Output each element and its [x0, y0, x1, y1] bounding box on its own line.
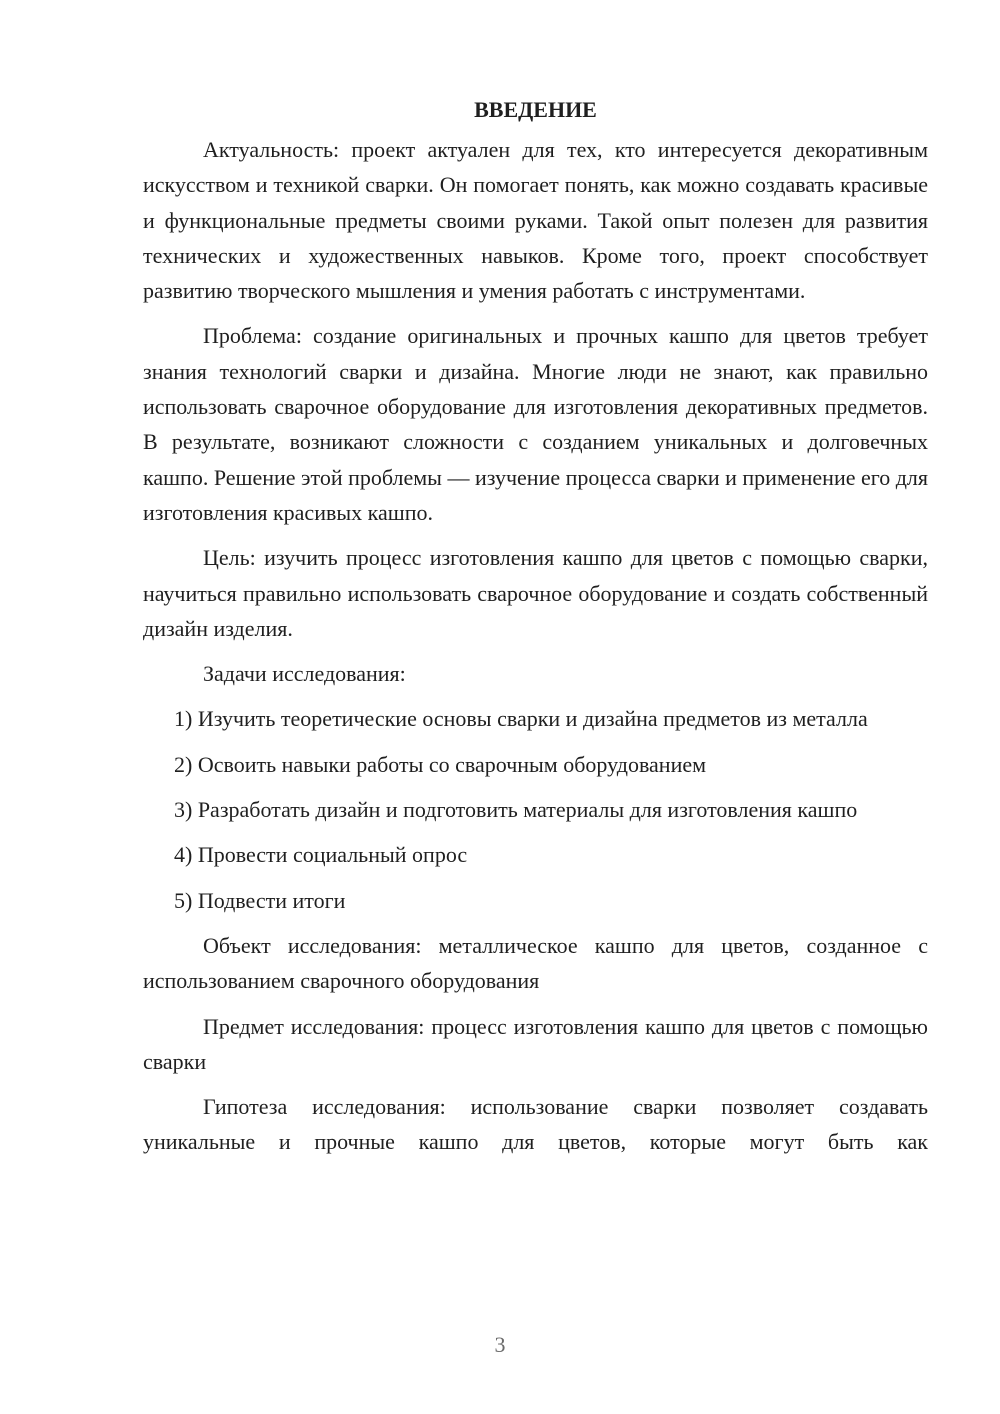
tasks-heading: Задачи исследования: — [203, 661, 406, 687]
paragraph-goal: Цель: изучить процесс изготовления кашпо для цветов с помощью сварки, научиться правильно использовать сварочное оборудование и создать собственный дизайн изделия. — [143, 545, 928, 641]
page-content — [143, 92, 928, 1160]
paragraph-problem: Проблема: создание оригинальных и прочных кашпо для цветов требует знания технологий сварки и дизайна. Многие люди не знают, как правильно использовать сварочное оборудование для изготовления декоративных предметов. В результате, возникают сложности с созданием уникальных и долговечных кашпо. Решение этой проблемы — изучение процесса сварки и применение его для изготовления красивых кашпо. — [143, 323, 929, 525]
paragraph-object: Объект исследования: металлическое кашпо для цветов, созданное с использованием сварочного оборудования — [143, 932, 928, 994]
list-item: 1) Изучить теоретические основы сварки и дизайна предметов из металла — [174, 706, 868, 732]
list-item: 5) Подвести итоги — [174, 887, 346, 913]
list-item: 3) Разработать дизайн и подготовить материалы для изготовления кашпо — [174, 797, 858, 823]
page-number: 3 — [494, 1332, 506, 1357]
list-item: 2) Освоить навыки работы со сварочным оборудованием — [174, 751, 707, 777]
paragraph-subject: Предмет исследования: процесс изготовления кашпо для цветов с помощью сварки — [143, 1013, 928, 1074]
paragraph-hypothesis: Гипотеза исследования: использование сварки позволяет создавать уникальные и прочные кашпо для цветов, которые могут быть как — [143, 1094, 928, 1155]
section-title: ВВЕДЕНИЕ — [474, 97, 597, 122]
tasks-list — [143, 701, 928, 917]
paragraph-relevance: Актуальность: проект актуален для тех, кто интересуется декоративным искусством и техникой сварки. Он помогает понять, как можно создавать красивые и функциональные предметы своими руками. Такой опыт полезен для развития технических и художественных навыков. Кроме того, проект способствует развитию творческого мышления и умения работать с инструментами. — [143, 137, 928, 304]
list-item: 4) Провести социальный опрос — [174, 842, 468, 868]
